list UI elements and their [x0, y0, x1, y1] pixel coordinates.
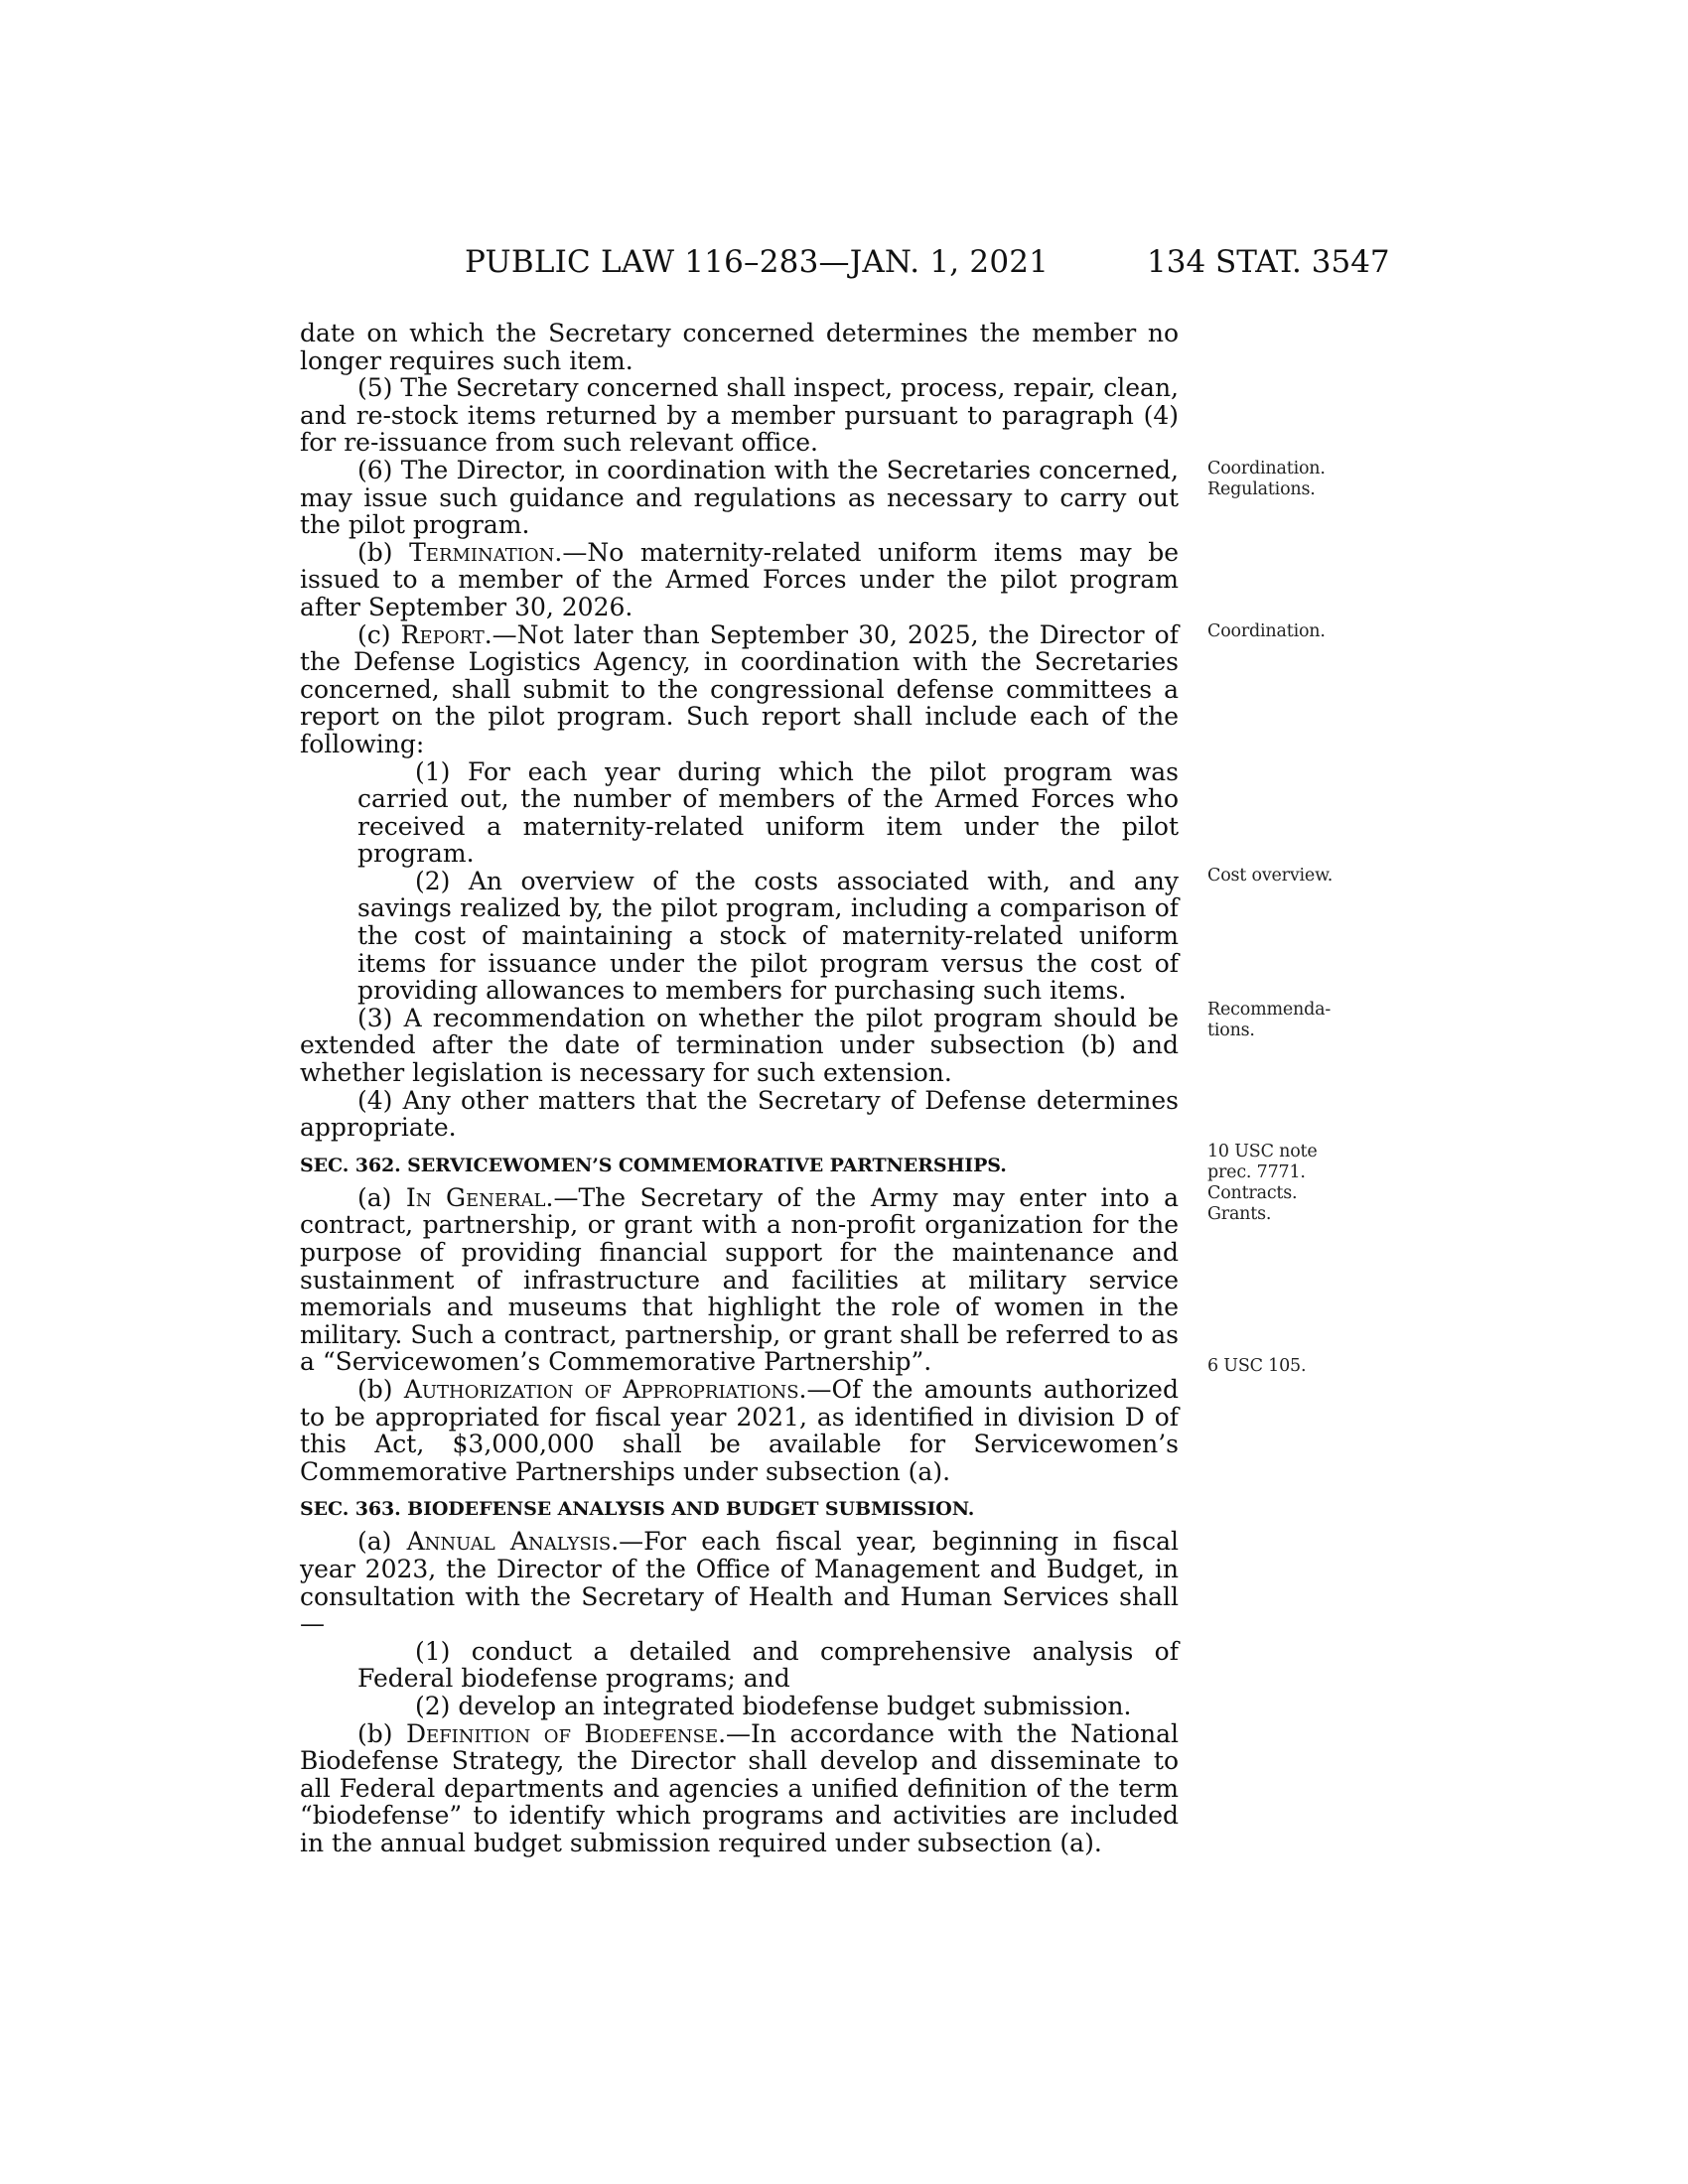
subsection-heading: Termination [409, 537, 555, 567]
document-body [300, 320, 1179, 1856]
section-362-subsection-a: (a) In General.—The Secretary of the Army may enter into a contract, partnership, or grant with a non-profit organization for the purpose of providing financial support for the maintenance and sustainment of infrastructure and facilities at military service memorials and museums that highlight the role of women in the military. Such a contract, partnership, or grant shall be referred to as a “Servicewomen’s Commemorative Partnership”. [300, 1182, 1180, 1377]
paragraph-continuation: date on which the Secretary concerned determines the member no longer requires such item. [300, 319, 1179, 375]
paragraph-c2: (2) An overview of the costs associated with, and any savings realized by, the pilot program, including a comparison of the cost of maintaining a stock of maternity-related uniform items for issuance under the pilot program versus the cost of providing allowances to members for purchasing such items. [357, 866, 1179, 1006]
paragraph-a6: (6) The Director, in coordination with the Secretaries concerned, may issue such guidance and regulations as necessary to carry out the pilot program. [300, 455, 1179, 540]
margin-note-coordination-regulations: Coordination. Regulations. [1207, 459, 1326, 499]
section-363-subsection-b: (b) Definition of Biodefense.—In accordance with the National Biodefense Strategy, the Director shall develop and disseminate to all Federal departments and agencies a unified definition of the term “biodefense” to identify which programs and activities are included in the annual budget submission required under subsection (a). [300, 1718, 1179, 1857]
section-heading-362: SEC. 362. SERVICEWOMEN’S COMMEMORATIVE PARTNERSHIPS. [300, 1154, 1007, 1176]
paragraph-c4: (4) Any other matters that the Secretary of Defense determines appropriate. [300, 1085, 1179, 1143]
margin-note-coordination: Coordination. [1207, 621, 1326, 641]
subsection-c-report: (c) Report.—Not later than September 30, 2025, the Director of the Defense Logistics Agency, in coordination with the Secretaries concerned, shall submit to the congressional defense committees a report on the pilot program. Such report shall include each of the following: [300, 619, 1179, 758]
section-heading-363: SEC. 363. BIODEFENSE ANALYSIS AND BUDGET SUBMISSION. [300, 1498, 975, 1521]
subsection-heading: Annual Analysis [406, 1527, 612, 1557]
margin-note-usc-citation: 10 USC note prec. 7771. Contracts. Grants. [1207, 1142, 1318, 1224]
margin-note-6-usc-105: 6 USC 105. [1207, 1356, 1307, 1376]
subsection-b-termination: (b) Termination.—No maternity-related uniform items may be issued to a member of the Armed Forces under the pilot program after September 30, 2026. [300, 537, 1179, 621]
subsection-heading: Report [400, 619, 485, 649]
margin-note-recommendations: Recommenda- tions. [1207, 1000, 1332, 1040]
subsection-heading: In General [405, 1182, 546, 1212]
section-363-paragraph-1: (1) conduct a detailed and comprehensive analysis of Federal biodefense programs; and [357, 1636, 1179, 1694]
section-362-subsection-b: (b) Authorization of Appropriations.—Of the amounts authorized to be appropriated for fiscal year 2021, as identified in division D of this Act, $3,000,000 shall be available for Servicewomen’s Commemorative Partnerships under subsection (a). [300, 1374, 1179, 1486]
subsection-heading: Definition of Biodefense [405, 1718, 719, 1748]
paragraph-a5: (5) The Secretary concerned shall inspect, process, repair, clean, and re-stock items returned by a member pursuant to paragraph (4) for re-issuance from such relevant office. [300, 373, 1179, 458]
running-header-title: PUBLIC LAW 116–283—JAN. 1, 2021 [465, 244, 1050, 280]
subsection-heading: Authorization of Appropriations [403, 1374, 799, 1404]
section-363-paragraph-2: (2) develop an integrated biodefense budget submission. [415, 1691, 1132, 1720]
section-363-subsection-a: (a) Annual Analysis.—For each fiscal year, beginning in fiscal year 2023, the Director of the Office of Management and Budget, in consultation with the Secretary of Health and Human Services shall— [300, 1527, 1179, 1639]
running-header-page-number: 134 STAT. 3547 [1147, 244, 1390, 280]
margin-note-cost-overview: Cost overview. [1207, 866, 1334, 886]
paragraph-c1: (1) For each year during which the pilot program was carried out, the number of members of the Armed Forces who received a maternity-related uniform item under the pilot program. [357, 756, 1179, 869]
paragraph-c3: (3) A recommendation on whether the pilot program should be extended after the date of termination under subsection (b) and whether legislation is necessary for such extension. [300, 1003, 1179, 1088]
